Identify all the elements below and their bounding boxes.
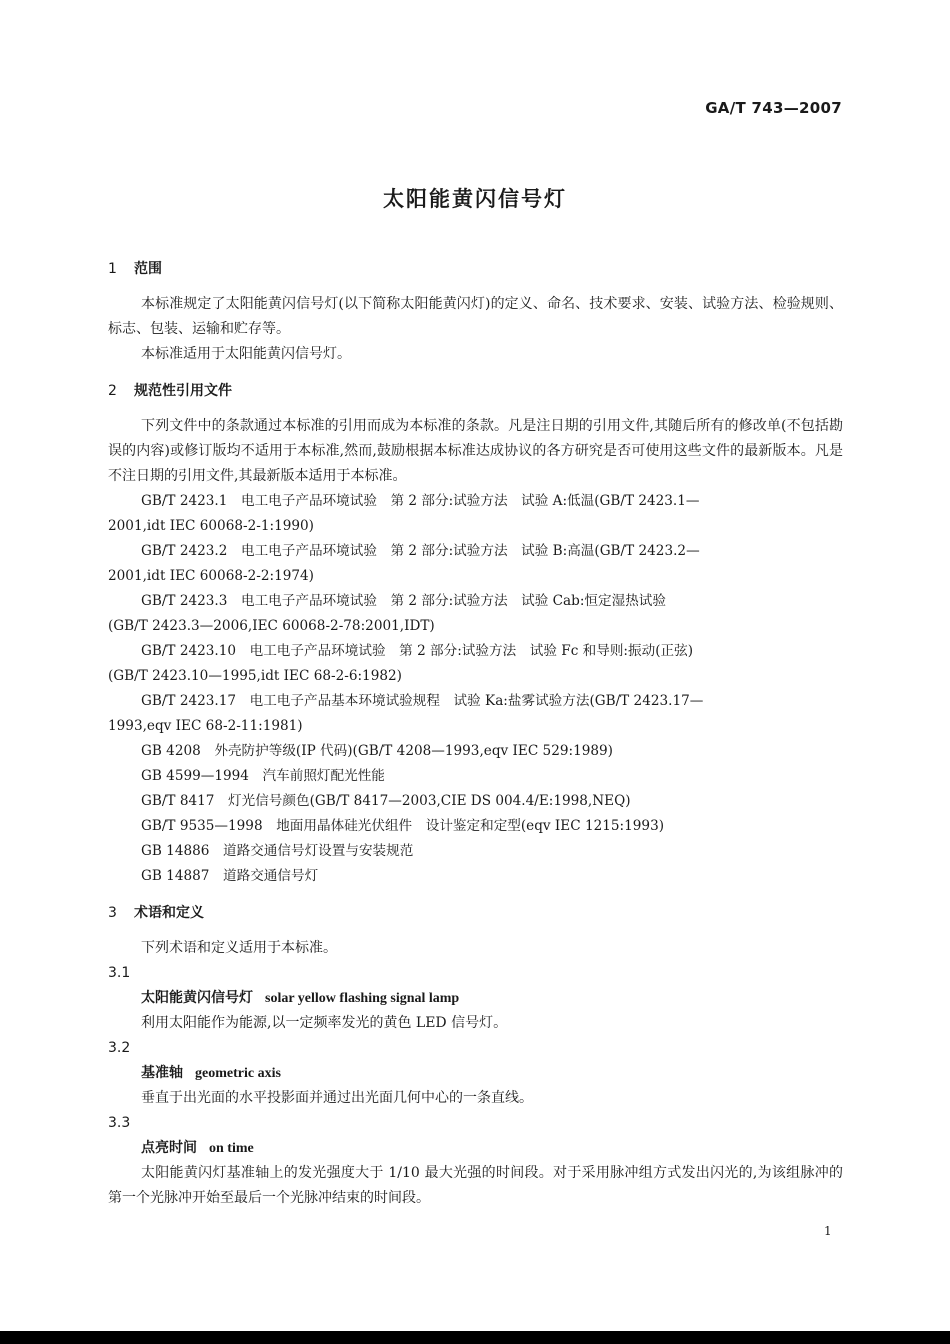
reference-line: 1993,eqv IEC 68-2-11:1981): [108, 718, 303, 734]
section-title: 规范性引用文件: [134, 383, 232, 399]
term-number: 3.3: [108, 1115, 131, 1131]
section-number: 3: [108, 905, 117, 921]
reference-item: [108, 639, 843, 689]
references-intro: 下列文件中的条款通过本标准的引用而成为本标准的条款。凡是注日期的引用文件,其随后所有的修改单(不包括勘误的内容)或修订版均不适用于本标准,然而,鼓励根据本标准达成协议的各方研究是否可使用这些文件的最新版本。凡是不注日期的引用文件,其最新版本适用于本标准。: [108, 418, 843, 484]
section-number: 2: [108, 383, 117, 399]
reference-item: GB 4208 外壳防护等级(IP 代码)(GB/T 4208—1993,eqv IEC 529:1989): [141, 743, 613, 759]
reference-item: GB 14887 道路交通信号灯: [141, 868, 319, 884]
bottom-border: [0, 1331, 950, 1344]
term-heading: [108, 1061, 843, 1086]
reference-item: GB/T 8417 灯光信号颜色(GB/T 8417—2003,CIE DS 004.4/E:1998,NEQ): [141, 793, 631, 809]
reference-line: 2001,idt IEC 60068-2-2:1974): [108, 568, 314, 584]
reference-line: GB/T 2423.1 电工电子产品环境试验 第 2 部分:试验方法 试验 A:低温(GB/T 2423.1—: [141, 493, 700, 509]
term-definition: 利用太阳能作为能源,以一定频率发光的黄色 LED 信号灯。: [141, 1015, 508, 1031]
section-number: 1: [108, 261, 117, 277]
document-body: [108, 257, 843, 1211]
reference-line: (GB/T 2423.10—1995,idt IEC 68-2-6:1982): [108, 668, 402, 684]
term-en: geometric axis: [195, 1066, 281, 1081]
term-en: solar yellow flashing signal lamp: [265, 991, 460, 1006]
reference-item: [108, 489, 843, 539]
term-number: 3.2: [108, 1040, 131, 1056]
term-zh: 点亮时间: [141, 1140, 197, 1156]
reference-line: 2001,idt IEC 60068-2-1:1990): [108, 518, 314, 534]
scope-paragraph: 本标准规定了太阳能黄闪信号灯(以下简称太阳能黄闪灯)的定义、命名、技术要求、安装、试验方法、检验规则、标志、包装、运输和贮存等。: [108, 296, 843, 337]
reference-item: GB/T 9535—1998 地面用晶体硅光伏组件 设计鉴定和定型(eqv IEC 1215:1993): [141, 818, 665, 834]
section-title: 范围: [134, 261, 162, 277]
term-en: on time: [209, 1141, 254, 1156]
section-3-heading: [108, 901, 843, 926]
section-2-heading: [108, 379, 843, 404]
scope-applicability: 本标准适用于太阳能黄闪信号灯。: [141, 346, 351, 362]
standard-code: GA/T 743—2007: [705, 99, 842, 117]
reference-line: GB/T 2423.2 电工电子产品环境试验 第 2 部分:试验方法 试验 B:高温(GB/T 2423.2—: [141, 543, 700, 559]
term-heading: [108, 986, 843, 1011]
term-definition: 垂直于出光面的水平投影面并通过出光面几何中心的一条直线。: [141, 1090, 533, 1106]
reference-line: GB/T 2423.10 电工电子产品环境试验 第 2 部分:试验方法 试验 Fc 和导则:振动(正弦): [141, 643, 693, 659]
reference-line: GB/T 2423.17 电工电子产品基本环境试验规程 试验 Ka:盐雾试验方法(GB/T 2423.17—: [141, 693, 704, 709]
section-title: 术语和定义: [134, 905, 204, 921]
reference-line: (GB/T 2423.3—2006,IEC 60068-2-78:2001,IDT): [108, 618, 435, 634]
reference-item: [108, 589, 843, 639]
document-title: 太阳能黄闪信号灯: [383, 187, 567, 211]
term-zh: 基准轴: [141, 1065, 183, 1081]
reference-line: GB/T 2423.3 电工电子产品环境试验 第 2 部分:试验方法 试验 Cab:恒定湿热试验: [141, 593, 666, 609]
reference-item: GB 4599—1994 汽车前照灯配光性能: [141, 768, 385, 784]
terms-intro: 下列术语和定义适用于本标准。: [141, 940, 337, 956]
reference-item: [108, 539, 843, 589]
section-1-heading: [108, 257, 843, 282]
term-heading: [108, 1136, 843, 1161]
reference-item: [108, 689, 843, 739]
term-number: 3.1: [108, 965, 131, 981]
reference-item: GB 14886 道路交通信号灯设置与安装规范: [141, 843, 414, 859]
term-zh: 太阳能黄闪信号灯: [141, 990, 253, 1006]
page-number: 1: [824, 1224, 832, 1238]
term-definition: 太阳能黄闪灯基准轴上的发光强度大于 1/10 最大光强的时间段。对于采用脉冲组方式发出闪光的,为该组脉冲的第一个光脉冲开始至最后一个光脉冲结束的时间段。: [108, 1165, 843, 1206]
